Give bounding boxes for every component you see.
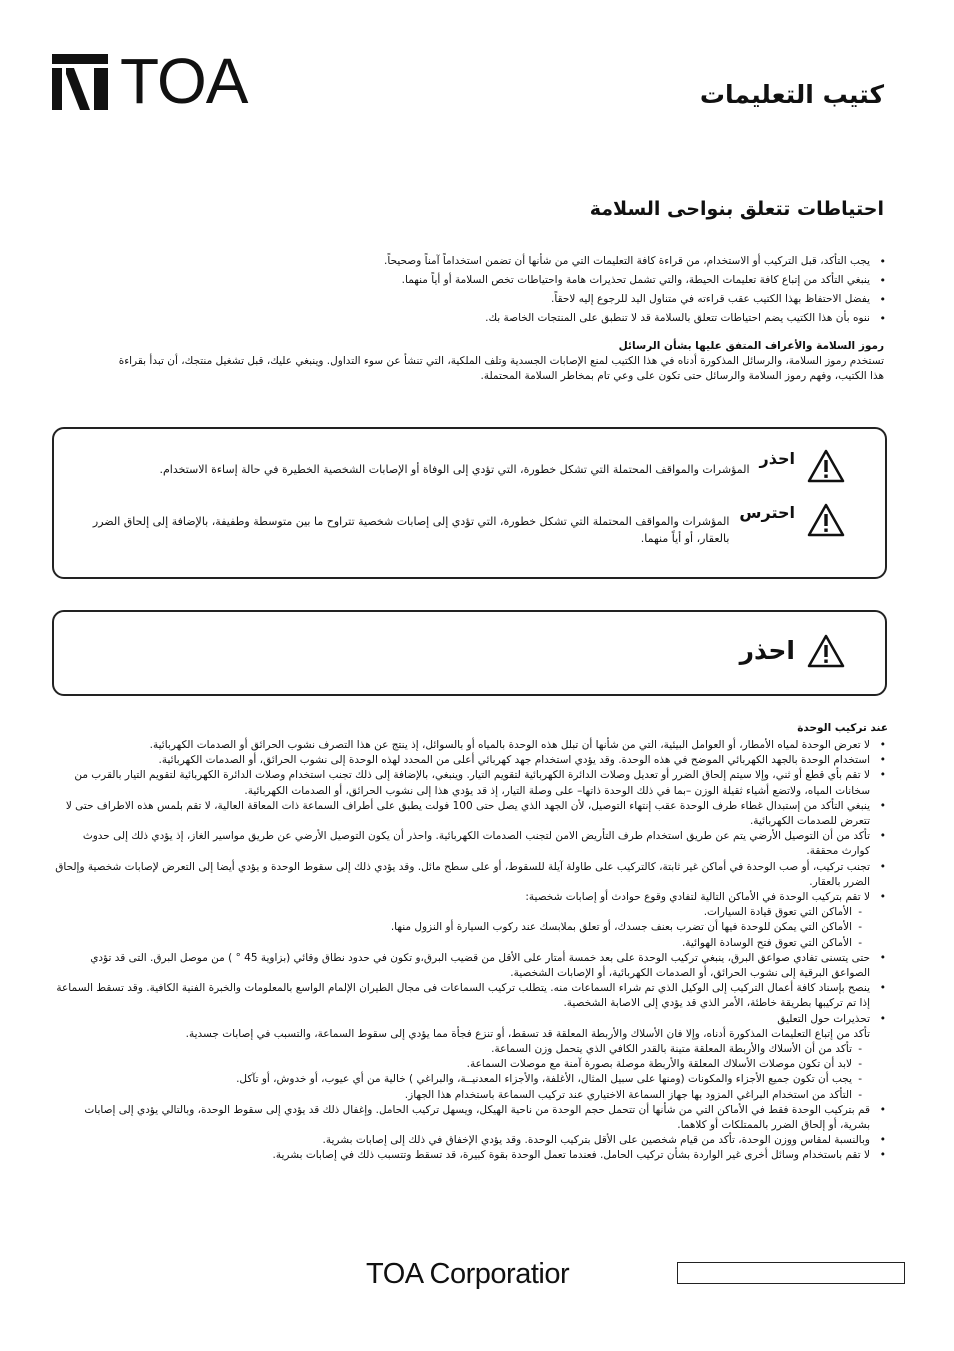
symbols-section bbox=[104, 338, 884, 384]
list-item: • لا تعرض الوحدة لمياه الأمطار، أو العوامل البيئية، التي من شأنها أن تبلل هذه الوحدة بالمياه أو بالسوائل، إذ ينتج عن هذا التصرف نشوب الحرائق أو الصدمات الكهربائية. bbox=[55, 738, 888, 753]
brand-name: TOA bbox=[120, 45, 248, 117]
list-item: • تحذيرات حول التعليق bbox=[55, 1012, 888, 1027]
list-item: • ينبغي التأكد من إستبدال غطاء طرف الوحدة عقب إنتهاء التوصيل، لأن الجهد الذي يصل حتى 100 فولت يطبق على أطراف السماعة ذات المعاقة العالية، لا تقم بلمس هذه الاطراف حتى لا تتعرض للصدمات الكهربائية. bbox=[55, 799, 888, 829]
warning-banner-label: احذر bbox=[739, 636, 795, 665]
caution-description: المؤشرات والمواقف المحتملة التي تشكل خطورة، التي تؤدي إلى إصابات شخصية تتراوح ما بين متوسطة وطفيفة، بالإضافة إلى إلحاق الضرر بالعقار، أو أياً منهما. bbox=[92, 515, 730, 545]
installation-list bbox=[55, 738, 888, 1164]
symbols-heading: رموز السلامة والأعراف المتفق عليها بشأن الرسائل bbox=[618, 340, 884, 352]
sub-list-item: - الأماكن التي تعوق فتح الوسادة الهوائية. bbox=[55, 936, 888, 951]
safety-bullets bbox=[340, 252, 888, 328]
list-item: • تأكد من أن التوصيل الأرضي يتم عن طريق استخدام طرف التأريض الامن لتجنب الصدمات الكهربائية. واحذر أن يكون التوصيل الأرضي عن طريق مواسير الغاز، إذ يؤدي ذلك إلى حدوث كوارث محققة. bbox=[55, 829, 888, 859]
list-item: • وبالنسبة لمقاس ووزن الوحدة، تأكد من قيام شخصين على الأقل بتركيب الوحدة. وقد يؤدي الإخفاق في ذلك إلى إصابات بشرية. bbox=[55, 1133, 888, 1148]
list-item: • ينصح بإسناد كافة أعمال التركيب إلى الوكيل الذي تم شراء السماعات منه. يتطلب تركيب السماعات فى مجال الطيران الإلمام الواسع بالمعلومات والخبرة الفنية الكافية. وقد تسقط السماعة إذا تم تركيبها بطريقة خاطئة، الأمر الذي قد يؤدي إلى الاصابة الشخصية. bbox=[55, 981, 888, 1011]
list-item: • يفضل الاحتفاظ بهذا الكتيب عقب قراءته في متناول اليد للرجوع إليه لاحقاً. bbox=[340, 290, 888, 309]
caution-legend-row bbox=[64, 503, 845, 547]
warning-banner-row bbox=[730, 634, 845, 668]
sub-list-item: - التأكد من استخدام البراغي المزود بها جهاز السماعة الاختياري عند تركيب السماعة باستخدام هذا الجهاز. bbox=[55, 1088, 888, 1103]
safety-legend-box bbox=[52, 427, 887, 579]
caution-label: احترس bbox=[739, 503, 795, 522]
toa-logo-mark-icon bbox=[52, 54, 108, 110]
sub-list-item: - يجب أن تكون جميع الأجزاء والمكونات (ومنها على سبيل المثال، الأغلفة، والأجزاء المعدنيــة، والبراغي ) خالية من أي عيوب، أو خدوش، أو تآكل. bbox=[55, 1072, 888, 1087]
company-name: TOA Corporatior bbox=[366, 1258, 570, 1290]
sub-list-item: - الأماكن التي يمكن للوحدة فيها أن تضرب بعنف جسدك، أو تعلق بملابسك عند ركوب السيارة أو النزول منها. bbox=[55, 920, 888, 935]
list-item: • لا تقم بأي قطع أو ثني، وإلا سيتم إلحاق الضرر أو تعديل وصلات الدائرة الكهربائية لتقويم التيار. وينبغي، بالإضافة إلى ذلك تجنب استخدام وصلات الدائرة الكهربائية لتقويم التيار بالقرب من سخانات المياه، ولاتضع أشياء ثقيلة الوزن –بما في ذلك الوحدة ذاتها– على وصلة التيار، إذ قد يؤدي هذا إلى نشوب الحرائق، أو الصدمات الكهربائية. bbox=[55, 768, 888, 798]
footer-blank-box bbox=[677, 1262, 905, 1284]
symbols-paragraph: تستخدم رموز السلامة، والرسائل المذكورة أدناه في هذا الكتيب لمنع الإصابات الجسدية وتلف الملكية، التي تنشأ عن سوء التداول. وينبغي عليك، قبل تشغيل منتجك، أن تبدأ بقراءة هذا الكتيب، وفهم رموز السلامة والرسائل حتى تكون على وعي تام بمخاطر السلامة المحتملة. bbox=[118, 355, 884, 382]
sub-list-item: - الأماكن التي تعوق قيادة السيارات. bbox=[55, 905, 888, 920]
list-item: • ينبغي التأكد من إتباع كافة تعليمات الحيطة، والتي تشمل تحذيرات هامة واحتياطات تخص السلامة أو أياً منهما. bbox=[340, 271, 888, 290]
safety-heading: احتياطات تتعلق بنواحى السلامة bbox=[589, 198, 884, 220]
list-item: • تجنب تركيب، أو صب الوحدة في أماكن غير ثابتة، كالتركيب على طاولة آيلة للسقوط، أو على سطح مائل. وقد يؤدي ذلك إلى سقوط الوحدة و يؤدي أيضا إلى التعرض لإصابات شخصية وإلحاق الضرر بالعقار. bbox=[55, 860, 888, 890]
list-item: • لا تقم باستخدام وسائل أخرى غير الواردة بشأن تركيب الحامل. فعندما تعمل الوحدة بقوة كبيرة، قد تسقط وتتسبب ذلك في إصابات بشرية. bbox=[55, 1148, 888, 1163]
list-item: تأكد من إتباع التعليمات المذكورة أدناه، وإلا فان الأسلاك والأربطة المعلقة قد تسقط، أو تنزع فجأة مما يؤدي إلى سقوط السماعة، والتسبب في إصابات جسدية. bbox=[185, 1027, 870, 1040]
warning-description: المؤشرات والمواقف المحتملة التي تشكل خطورة، التي تؤدي إلى الوفاة أو الإصابات الشخصية الخطيرة في حالة إساءة الاستخدام. bbox=[159, 463, 750, 476]
sub-list-item: - لابد أن تكون موصلات الأسلاك المعلقة والأربطة موصلة بصورة آمنة مع موصلات السماعة. bbox=[55, 1057, 888, 1072]
warning-triangle-icon bbox=[807, 449, 845, 483]
toa-logo bbox=[52, 45, 248, 117]
list-item: • استخدام الوحدة بالجهد الكهربائي الموضح في هذه الوحدة. وقد يؤدي استخدام جهد كهربائي أعلى من المحدد لهذه الوحدة إلى نشوب الحرائق، أو الصدمات الكهربائية. bbox=[55, 753, 888, 768]
warning-legend-row bbox=[64, 449, 845, 483]
warning-banner bbox=[52, 610, 887, 696]
list-item: • قم بتركيب الوحدة فقط في الأماكن التي من شأنها أن تتحمل حجم الوحدة من ناحية الهيكل، ويسهل تركيب الحامل. وإغفال ذلك قد يؤدي إلى سقوط الوحدة، وبالتالي يؤدي إلى إصابات بشرية، أو إلحاق الضرر بالممتلكات أو كلاهما. bbox=[55, 1103, 888, 1133]
installation-section bbox=[55, 720, 888, 1164]
installation-heading: عند تركيب الوحدة bbox=[797, 722, 888, 734]
caution-triangle-icon bbox=[807, 503, 845, 537]
sub-list-item: - تأكد من أن الأسلاك والأربطة المعلقة متينة بالقدر الكافي الذي يتحمل وزن السماعة. bbox=[55, 1042, 888, 1057]
list-item: • لا تقم بتركيب الوحدة في الأماكن التالية لتفادي وقوع حوادث أو إصابات شخصية: bbox=[55, 890, 888, 905]
list-item: • يجب التأكد، قبل التركيب أو الاستخدام، من قراءة كافة التعليمات التي من شأنها أن تضمن استخداماً آمناً وصحيحاً. bbox=[340, 252, 888, 271]
warning-label: احذر bbox=[759, 449, 795, 468]
list-item: • ننوه بأن هذا الكتيب يضم احتياطات تتعلق بالسلامة قد لا تنطبق على المنتجات الخاصة بك. bbox=[340, 309, 888, 328]
page-title: كتيب التعليمات bbox=[699, 80, 884, 109]
warning-triangle-icon bbox=[807, 634, 845, 668]
list-item: • حتى يتسنى تفادي صواعق البرق، ينبغي تركيب الوحدة على بعد خمسة أمتار على الأقل من قضيب البرق،و تكون في حدود نطاق وقائي (بزاوية 45 ° ) من موصل البرق. التى قد تؤدي الصواعق البرقية إلى نشوب الحرائق، أو الصدمات الكهربائية، أو الإصابات الشخصية. bbox=[55, 951, 888, 981]
